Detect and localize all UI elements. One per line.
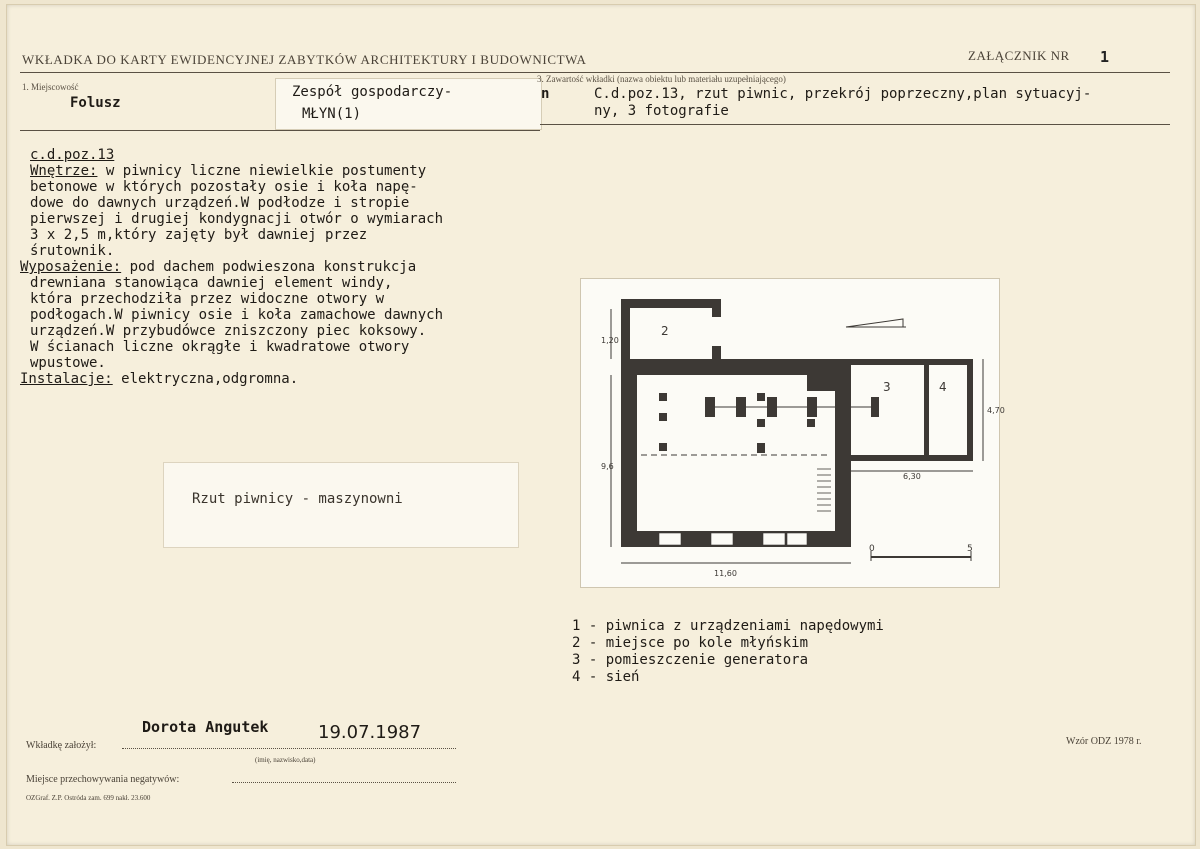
wall-stub	[712, 346, 721, 359]
negatives-label: Miejsce przechowywania negatywów:	[26, 774, 180, 785]
locality-value: Folusz	[70, 95, 121, 111]
pit-dimension-label: 1,20	[601, 336, 619, 345]
annex-height-label: 4,70	[987, 406, 1005, 415]
interior-heading: Wnętrze:	[30, 163, 98, 179]
floor-plan-photo	[580, 278, 1005, 588]
scale-end-label: 5	[967, 544, 973, 554]
pedestal	[871, 397, 879, 417]
wheel-pit-wall-top	[621, 299, 721, 308]
annex-label: ZAŁĄCZNIK NR	[968, 48, 1070, 63]
scale-start-label: 0	[869, 544, 875, 554]
prepared-by-caption: (imię, nazwisko,data)	[255, 756, 316, 764]
window-opening	[787, 533, 807, 545]
pedestal	[659, 443, 667, 451]
pedestal	[705, 397, 715, 417]
room-3-label: 3	[883, 380, 891, 394]
interior-text: w piwnicy liczne niewielkie postumenty betonowe w których pozostały osie i koła napę- dowe do dawnych urządzeń.W podłodze i stropie pierwszej i drugiej kondygnacji otwór o wymiarach 3 x 2,5 m,który zajęty był dawniej przez śrutownik.	[30, 163, 444, 259]
equipment-text: pod dachem podwieszona konstrukcja drewniana stanowiąca dawniej element windy, która przechodziła przez widoczne otwory w podłogach.W piwnicy osie i koła zamachowe dawnych urządzeń.W przybudówce zniszczony piec koksowy. W ścianach liczne okrągłe i kwadratowe otwory wpustowe.	[30, 259, 444, 371]
legend-item: 4 - sień	[572, 669, 640, 685]
fields-rule	[540, 124, 1170, 125]
legend-item: 1 - piwnica z urządzeniami napędowymi	[572, 618, 884, 634]
stair-block	[807, 375, 835, 391]
prepared-date: 19.07.1987	[318, 722, 422, 743]
basement-wall-top	[621, 359, 851, 375]
plan-legend	[572, 618, 884, 686]
contents-line2: ny, 3 fotografie	[594, 103, 729, 119]
field-marker: n	[541, 86, 550, 102]
pedestal	[757, 393, 765, 401]
annex-number: 1	[1100, 48, 1110, 66]
object-name-line1: Zespół gospodarczy-	[292, 84, 453, 100]
print-info: OZGraf. Z.P. Ostróda zam. 699 nakł. 23.600	[26, 794, 151, 802]
card-title: WKŁADKA DO KARTY EWIDENCYJNEJ ZABYTKÓW ARCHITEKTURY I BUDOWNICTWA	[22, 52, 587, 67]
contents-label: 3. Zawartość wkładki (nazwa obiektu lub materiału uzupełniającego)	[537, 74, 786, 84]
height-dimension-label: 9,6	[601, 462, 614, 471]
fields-rule-left	[20, 130, 540, 131]
cd-heading: c.d.poz.13	[30, 147, 115, 163]
annex-wall-right	[967, 359, 973, 461]
basement-wall-left	[621, 359, 637, 547]
north-arrow-head	[846, 319, 903, 327]
width-dimension-label: 11,60	[714, 569, 737, 578]
legend-item: 3 - pomieszczenie generatora	[572, 652, 809, 668]
prepared-by-line	[122, 748, 456, 749]
basement-wall-bottom	[621, 531, 851, 547]
legend-item: 2 - miejsce po kole młyńskim	[572, 635, 809, 651]
equipment-heading: Wyposażenie:	[20, 259, 122, 275]
installations-heading: Instalacje:	[20, 371, 113, 387]
installations-text: elektryczna,odgromna.	[112, 371, 299, 387]
pedestal	[757, 443, 765, 453]
room-2-label: 2	[661, 324, 669, 338]
annex-partition	[924, 365, 929, 455]
pedestal	[757, 419, 765, 427]
annex-wall-bottom	[851, 455, 973, 461]
caption-text: Rzut piwnicy - maszynowni	[192, 491, 403, 507]
locality-label: 1. Miejscowość	[22, 82, 79, 92]
basement-wall-right	[835, 359, 851, 547]
wheel-pit-wall-left	[621, 299, 630, 359]
header-rule	[20, 72, 1170, 73]
window-opening	[763, 533, 785, 545]
object-name-line2: MŁYN(1)	[302, 106, 362, 122]
author-name: Dorota Angutek	[142, 718, 269, 736]
pedestal	[807, 419, 815, 427]
pedestal	[659, 393, 667, 401]
annex-wall-top	[851, 359, 973, 365]
window-opening	[659, 533, 681, 545]
prepared-by-label: Wkładkę założył:	[26, 740, 97, 751]
wheel-pit-wall-right	[712, 299, 721, 317]
pedestal	[659, 413, 667, 421]
form-model: Wzór ODZ 1978 r.	[1066, 736, 1142, 747]
caption-label	[163, 462, 519, 548]
description-body	[20, 147, 444, 387]
negatives-line	[232, 782, 456, 783]
floor-plan-drawing	[581, 279, 1005, 587]
annex-width-label: 6,30	[903, 472, 921, 481]
window-opening	[711, 533, 733, 545]
contents-line1: C.d.poz.13, rzut piwnic, przekrój poprzeczny,plan sytuacyj-	[594, 86, 1092, 102]
room-4-label: 4	[939, 380, 947, 394]
